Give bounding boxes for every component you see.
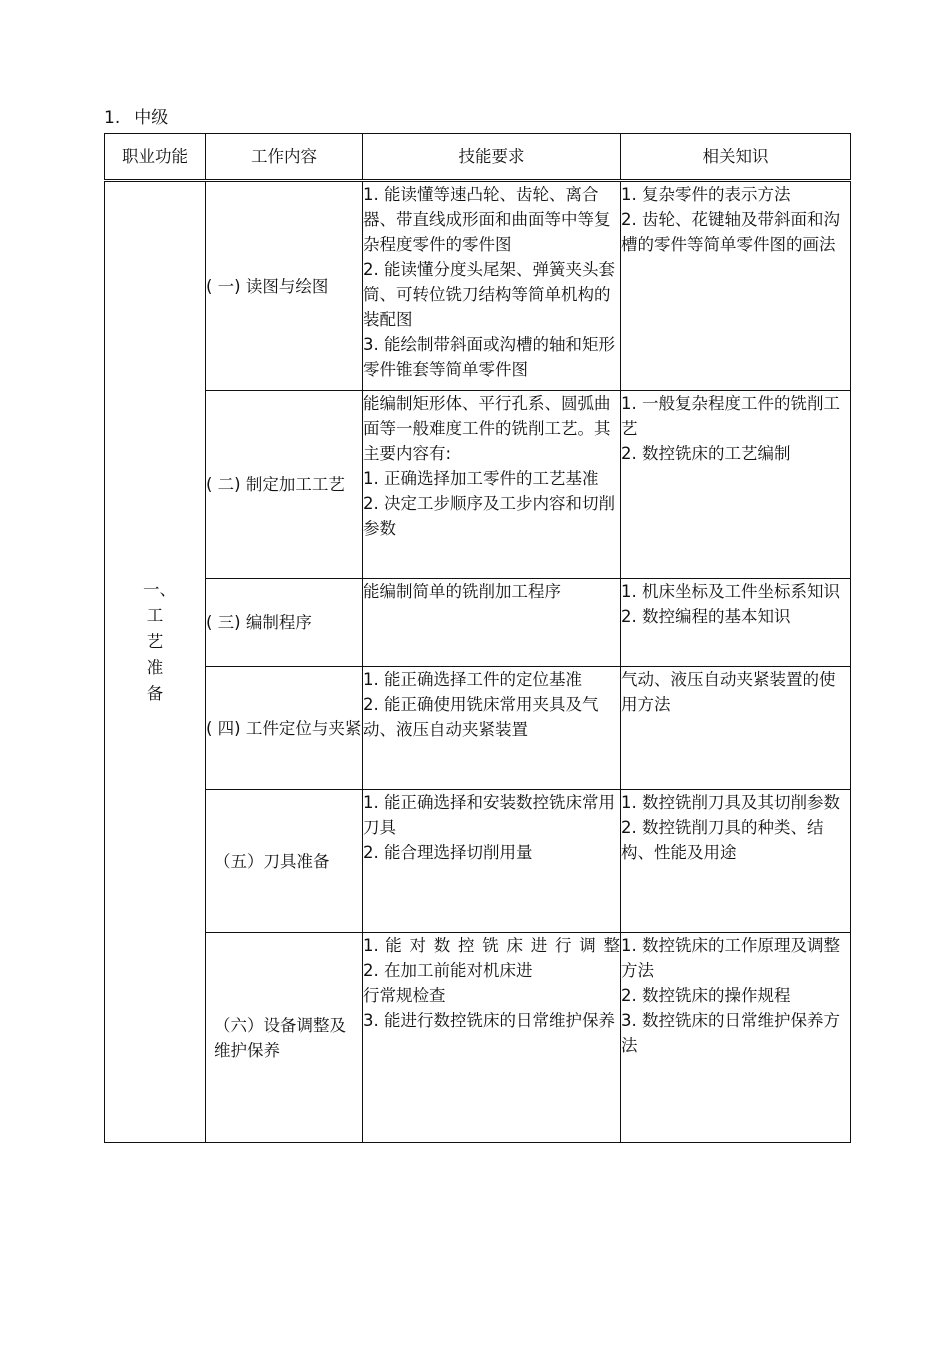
- header-content: 工作内容: [206, 134, 363, 181]
- function-cell: [105, 181, 206, 1143]
- table-row: [105, 667, 851, 790]
- skills-cell: 1. 能 对 数 控 铣 床 进 行 调 整 2. 在加工前能对机床进 行常规检查 3. 能进行数控铣床的日常维护保养: [363, 933, 621, 1143]
- skills-cell: 1. 能正确选择工件的定位基准 2. 能正确使用铣床常用夹具及气动、液压自动夹紧装置: [363, 667, 621, 790]
- table-row: [105, 181, 851, 391]
- content-cell: ( 三) 编制程序: [206, 579, 363, 667]
- section-number: 1.: [104, 108, 121, 128]
- knowledge-cell: 1. 复杂零件的表示方法 2. 齿轮、花键轴及带斜面和沟槽的零件等简单零件图的画法: [621, 181, 851, 391]
- skills-table: [104, 133, 851, 1143]
- header-skills: 技能要求: [363, 134, 621, 181]
- knowledge-cell: 1. 机床坐标及工件坐标系知识 2. 数控编程的基本知识: [621, 579, 851, 667]
- table-row: [105, 790, 851, 933]
- section-heading: [104, 106, 168, 130]
- skills-cell: 能编制矩形体、平行孔系、圆弧曲面等一般难度工件的铣削工艺。其主要内容有: 1. 正确选择加工零件的工艺基准 2. 决定工步顺序及工步内容和切削参数: [363, 391, 621, 579]
- content-cell: ( 二) 制定加工工艺: [206, 391, 363, 579]
- section-label: 中级: [134, 108, 169, 128]
- function-label: 一、 工 艺 准 备: [143, 580, 176, 703]
- skills-cell: 1. 能正确选择和安装数控铣床常用刀具 2. 能合理选择切削用量: [363, 790, 621, 933]
- content-cell: ( 一) 读图与绘图: [206, 181, 363, 391]
- table-row: [105, 391, 851, 579]
- knowledge-cell: 1. 数控铣削刀具及其切削参数 2. 数控铣削刀具的种类、结构、性能及用途: [621, 790, 851, 933]
- content-cell: （六）设备调整及维护保养: [206, 933, 363, 1143]
- header-function: 职业功能: [105, 134, 206, 181]
- knowledge-cell: 气动、液压自动夹紧装置的使用方法: [621, 667, 851, 790]
- content-cell: ( 四) 工件定位与夹紧: [206, 667, 363, 790]
- table-row: [105, 579, 851, 667]
- table-row: [105, 933, 851, 1143]
- header-row: [105, 134, 851, 181]
- knowledge-cell: 1. 一般复杂程度工件的铣削工艺 2. 数控铣床的工艺编制: [621, 391, 851, 579]
- header-knowledge: 相关知识: [621, 134, 851, 181]
- skills-cell: 能编制简单的铣削加工程序: [363, 579, 621, 667]
- skills-cell: 1. 能读懂等速凸轮、齿轮、离合器、带直线成形面和曲面等中等复杂程度零件的零件图 2. 能读懂分度头尾架、弹簧夹头套筒、可转位铣刀结构等简单机构的装配图 3. 能绘制带斜面或沟槽的轴和矩形零件锥套等简单零件图: [363, 181, 621, 391]
- content-cell: （五）刀具准备: [206, 790, 363, 933]
- knowledge-cell: 1. 数控铣床的工作原理及调整方法 2. 数控铣床的操作规程 3. 数控铣床的日常维护保养方法: [621, 933, 851, 1143]
